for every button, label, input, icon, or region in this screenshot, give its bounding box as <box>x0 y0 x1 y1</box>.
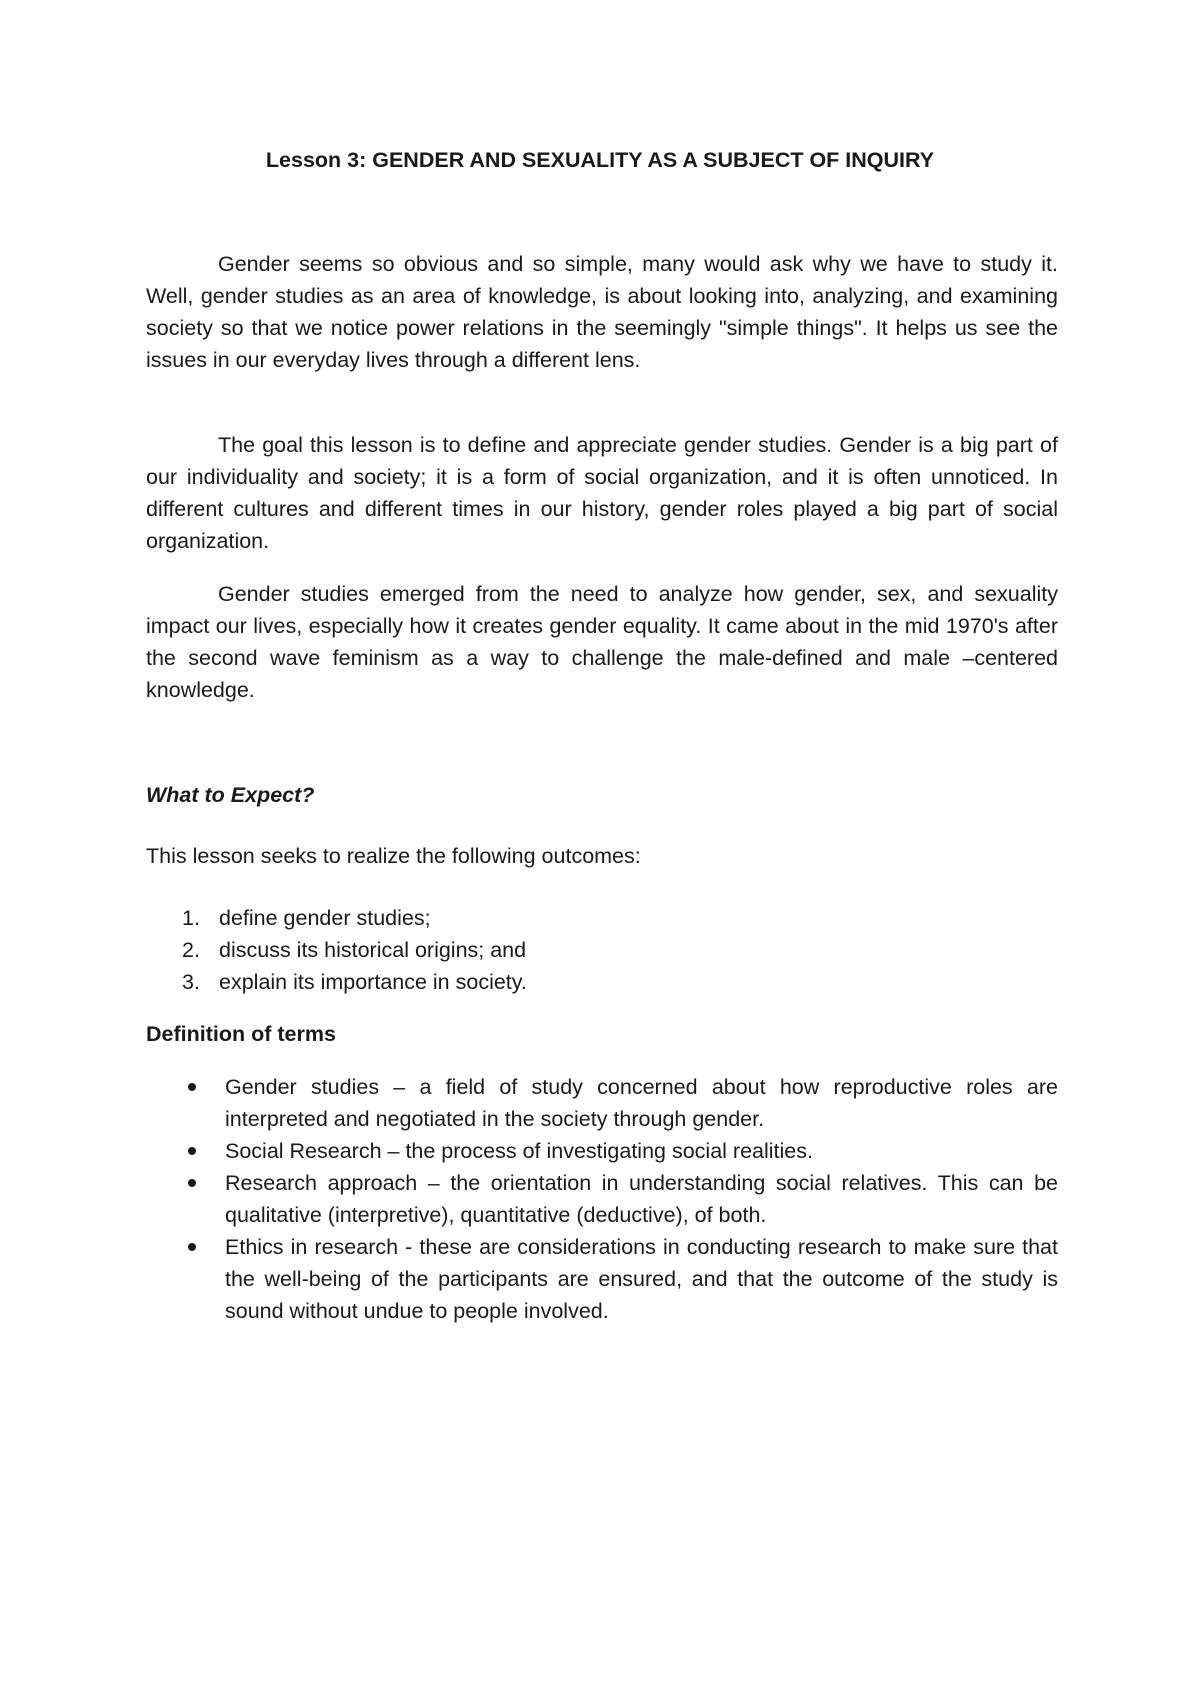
list-item-text: define gender studies; <box>219 906 431 930</box>
list-item <box>146 1231 1058 1327</box>
list-item <box>146 934 1058 966</box>
definition-text: Ethics in research - these are considerations in conducting research to make sure that the well-being of the participants are ensured, and that the outcome of the study is sound without undue to people involved. <box>225 1235 1058 1323</box>
bullet-icon <box>188 1179 196 1187</box>
definition-text: Gender studies – a field of study concerned about how reproductive roles are interpreted and negotiated in the society through gender. <box>225 1075 1058 1131</box>
definitions-list <box>146 1071 1058 1327</box>
intro-paragraph: Gender seems so obvious and so simple, many would ask why we have to study it. Well, gender studies as an area of knowledge, is about looking into, analyzing, and examining society so that we notice power relations in the seemingly "simple things". It helps us see the issues in our everyday lives through a different lens. <box>146 252 1058 372</box>
goal-paragraph: The goal this lesson is to define and appreciate gender studies. Gender is a big part of our individuality and society; it is a form of social organization, and it is often unnoticed. In different cultures and different times in our history, gender roles played a big part of social organization. <box>146 433 1058 553</box>
list-item-text: discuss its historical origins; and <box>219 938 527 962</box>
bullet-icon <box>188 1147 196 1155</box>
outcomes-list <box>146 902 1058 998</box>
list-item <box>146 902 1058 934</box>
history-paragraph: Gender studies emerged from the need to analyze how gender, sex, and sexuality impact our lives, especially how it creates gender equality. It came about in the mid 1970's after the second wave feminism as a way to challenge the male-defined and male –centered knowledge. <box>146 582 1058 702</box>
list-item <box>146 966 1058 998</box>
list-number: 2. <box>182 938 200 962</box>
definition-text: Social Research – the process of investigating social realities. <box>225 1139 813 1163</box>
lesson-title: Lesson 3: GENDER AND SEXUALITY AS A SUBJECT OF INQUIRY <box>265 148 935 172</box>
bullet-icon <box>188 1083 196 1091</box>
definition-of-terms-heading: Definition of terms <box>146 1022 336 1046</box>
list-item-text: explain its importance in society. <box>219 970 527 994</box>
what-to-expect-heading: What to Expect? <box>146 783 315 807</box>
list-item <box>146 1071 1058 1135</box>
definition-text: Research approach – the orientation in understanding social relatives. This can be qualitative (interpretive), quantitative (deductive), of both. <box>225 1171 1058 1227</box>
list-number: 1. <box>182 906 200 930</box>
bullet-icon <box>188 1243 196 1251</box>
list-item <box>146 1135 1058 1167</box>
list-item <box>146 1167 1058 1231</box>
outcomes-intro: This lesson seeks to realize the following outcomes: <box>146 844 641 868</box>
list-number: 3. <box>182 970 200 994</box>
